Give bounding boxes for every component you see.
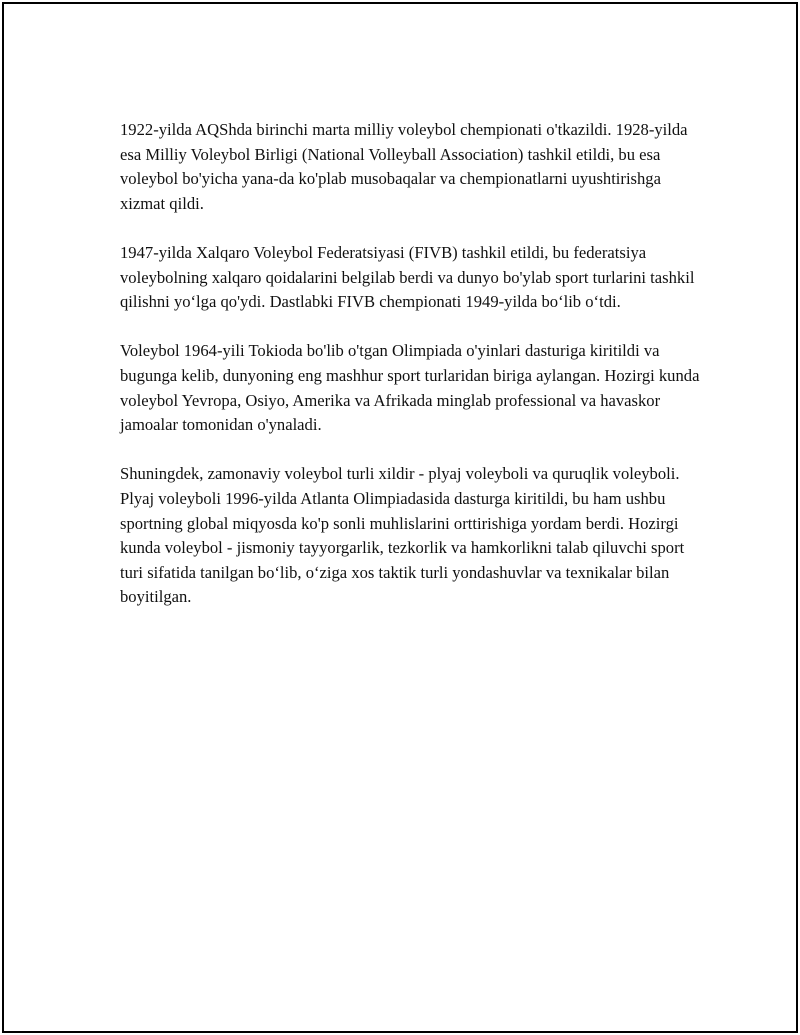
document-body — [120, 118, 700, 634]
paragraph-4: Shuningdek, zamonaviy voleybol turli xildir - plyaj voleyboli va quruqlik voleyboli. Plyaj voleyboli 1996-yilda Atlanta Olimpiadasida dasturga kiritildi, bu ham ushbu sportning global miqyosda ko'p sonli muhlislarini orttirishiga yordam berdi. Hozirgi kunda voleybol - jismoniy tayyorgarlik, tezkorlik va hamkorlikni talab qiluvchi sport turi sifatida tanilgan bo‘lib, o‘ziga xos taktik turli yondashuvlar va texnikalar bilan boyitilgan. — [120, 464, 685, 607]
paragraph-1: 1922-yilda AQShda birinchi marta milliy voleybol chempionati o'tkazildi. 1928-yilda esa Milliy Voleybol Birligi (National Volleyball Association) tashkil etildi, bu esa voleybol bo'yicha yana-da ko'plab musobaqalar va chempionatlarni uyushtirishga xizmat qildi. — [120, 120, 688, 213]
paragraph-2: 1947-yilda Xalqaro Voleybol Federatsiyasi (FIVB) tashkil etildi, bu federatsiya voleybolning xalqaro qoidalarini belgilab berdi va dunyo bo'ylab sport turlarini tashkil qilishni yo‘lga qo'ydi. Dastlabki FIVB chempionati 1949-yilda bo‘lib o‘tdi. — [120, 242, 695, 312]
page-frame — [2, 2, 798, 1033]
paragraph-3: Voleybol 1964-yili Tokioda bo'lib o'tgan Olimpiada o'yinlari dasturiga kiritildi va bugunga kelib, dunyoning eng mashhur sport turlaridan biriga aylangan. Hozirgi kunda voleybol Yevropa, Osiyo, Amerika va Afrikada minglab professional va havaskor jamoalar tomonidan o'ynaladi. — [120, 341, 700, 435]
